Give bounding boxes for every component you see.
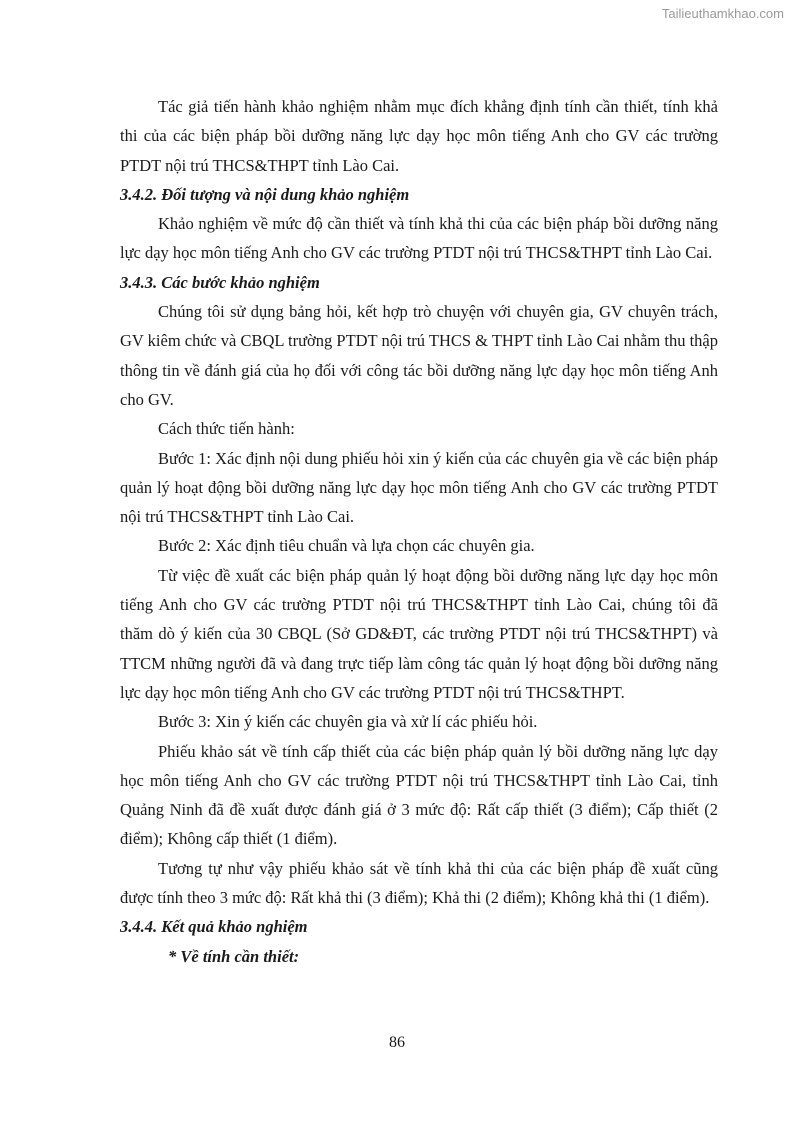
document-body — [120, 92, 718, 971]
intro-paragraph: Tác giả tiến hành khảo nghiệm nhằm mục đích khẳng định tính cần thiết, tính khả thi của các biện pháp bồi dưỡng năng lực dạy học môn tiếng Anh cho GV các trường PTDT nội trú THCS&THPT tỉnh Lào Cai. — [120, 97, 718, 175]
section-heading-3-4-2: 3.4.2. Đối tượng và nội dung khảo nghiệm — [120, 184, 410, 204]
survey-paragraph: Từ việc đề xuất các biện pháp quản lý hoạt động bồi dưỡng năng lực dạy học môn tiếng Anh cho GV các trường PTDT nội trú THCS&THPT tỉnh Lào Cai, chúng tôi đã thăm dò ý kiến của 30 CBQL (Sở GD&ĐT, các trường PTDT nội trú THCS&THPT) và TTCM những người đã và đang trực tiếp làm công tác quản lý hoạt động bồi dưỡng năng lực dạy học môn tiếng Anh cho GV các trường PTDT nội trú THCS&THPT. — [120, 565, 718, 702]
page-number: 86 — [389, 1034, 405, 1051]
section-heading-3-4-4: 3.4.4. Kết quả khảo nghiệm — [120, 917, 308, 937]
step-1-paragraph: Bước 1: Xác định nội dung phiếu hỏi xin ý kiến của các chuyên gia về các biện pháp quản lý hoạt động bồi dưỡng năng lực dạy học môn tiếng Anh cho GV các trường PTDT nội trú THCS&THPT tỉnh Lào Cai. — [120, 448, 718, 527]
step-3-paragraph: Bước 3: Xin ý kiến các chuyên gia và xử lí các phiếu hỏi. — [158, 712, 538, 732]
watermark: Tailieuthamkhao.com — [661, 6, 784, 21]
procedure-label: Cách thức tiến hành: — [158, 419, 295, 439]
section-heading-3-4-3: 3.4.3. Các bước khảo nghiệm — [120, 272, 320, 292]
feasibility-scale-paragraph: Tương tự như vậy phiếu khảo sát về tính khả thi của các biện pháp đề xuất cũng được tính theo 3 mức độ: Rất khả thi (3 điểm); Khả thi (2 điểm); Không khả thi (1 điểm). — [120, 858, 718, 908]
necessity-subheading: * Về tính cần thiết: — [168, 946, 300, 966]
step-2-paragraph: Bước 2: Xác định tiêu chuẩn và lựa chọn các chuyên gia. — [158, 536, 535, 556]
urgency-scale-paragraph: Phiếu khảo sát về tính cấp thiết của các biện pháp quản lý bồi dưỡng năng lực dạy học môn tiếng Anh cho GV các trường PTDT nội trú THCS&THPT tỉnh Lào Cai, tỉnh Quảng Ninh đã đề xuất được đánh giá ở 3 mức độ: Rất cấp thiết (3 điểm); Cấp thiết (2 điểm); Không cấp thiết (1 điểm). — [120, 741, 718, 849]
object-content-paragraph: Khảo nghiệm về mức độ cần thiết và tính khả thi của các biện pháp bồi dưỡng năng lực dạy học môn tiếng Anh cho GV các trường PTDT nội trú THCS&THPT tỉnh Lào Cai. — [120, 214, 718, 263]
method-paragraph: Chúng tôi sử dụng bảng hỏi, kết hợp trò chuyện với chuyên gia, GV chuyên trách, GV kiêm chức và CBQL trường PTDT nội trú THCS & THPT tỉnh Lào Cai nhằm thu thập thông tin về đánh giá của họ đối với công tác bồi dưỡng năng lực dạy học môn tiếng Anh cho GV. — [120, 302, 718, 409]
